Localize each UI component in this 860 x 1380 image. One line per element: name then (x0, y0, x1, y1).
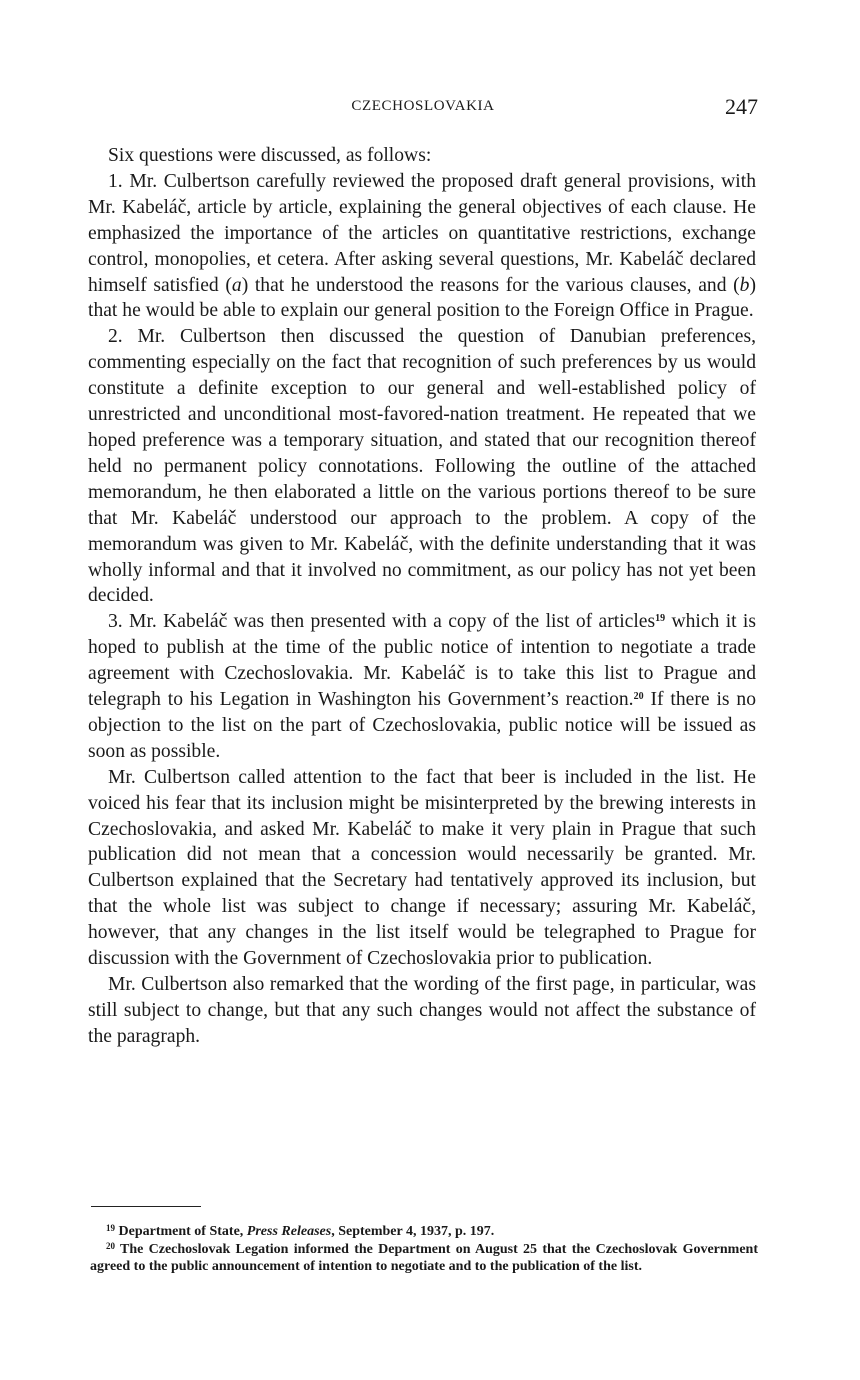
paragraph-3 (88, 609, 756, 764)
paragraph-5: Mr. Culbertson also remarked that the wording of the first page, in particular, was still subject to change, but that any such changes would not affect the substance of the paragraph. (88, 974, 756, 1047)
footnote-divider (91, 1206, 201, 1207)
clause-label-a: a (231, 274, 242, 296)
paragraph-3-text-end: If there is no objection to the list on the part of Czechoslovakia, public notice will be issued as soon as possible. (88, 689, 757, 762)
paragraph-1-text-end: ) that he would be able to explain our general position to the Foreign Office in Prague. (88, 274, 756, 322)
footnote-ref-20: 20 (633, 691, 644, 703)
paragraph-1-text-cont: ) that he understood the reasons for the various clauses, and ( (241, 274, 740, 296)
running-title: CZECHOSLOVAKIA (351, 98, 495, 114)
footnote-ref-19: 19 (655, 613, 666, 625)
body-text (88, 143, 756, 1050)
footnote-19-text: Department of State, (115, 1224, 247, 1239)
footnote-20-text: The Czechoslovak Legation informed the Department on August 25 that the Czechoslovak Government agreed to the public announcement of intention to negotiate and to the publication of the list. (90, 1241, 758, 1274)
paragraph-3-text: 3. Mr. Kabeláč was then presented with a copy of the list of articles (108, 611, 656, 633)
footnote-20 (90, 1241, 758, 1276)
footnote-19-title: Press Releases (246, 1224, 332, 1239)
footnotes (90, 1223, 758, 1276)
paragraph-2: 2. Mr. Culbertson then discussed the question of Danubian preferences, commenting especially on the fact that recognition of such preferences by us would constitute a definite exception to our general and well-established policy of unrestricted and unconditional most-favored-nation treatment. He repeated that we hoped preference was a temporary situation, and stated that our recognition thereof held no permanent policy connotations. Following the outline of the attached memorandum, he then elaborated a little on the various portions thereof to be sure that Mr. Kabeláč understood our approach to the problem. A copy of the memorandum was given to Mr. Kabeláč, with the definite understanding that it was wholly informal and that it involved no commitment, as our policy has not yet been decided. (88, 326, 756, 607)
footnote-mark-19: 19 (106, 1223, 115, 1233)
paragraph-4: Mr. Culbertson called attention to the fact that beer is included in the list. He voiced his fear that its inclusion might be misinterpreted by the brewing interests in Czechoslovakia, and asked Mr. Kabeláč to make it very plain in Prague that such publication did not mean that a concession would necessarily be granted. Mr. Culbertson explained that the Secretary had tentatively approved its inclusion, but that the whole list was subject to change if necessary; assuring Mr. Kabeláč, however, that any changes in the list itself would be telegraphed to Prague for discussion with the Government of Czechoslovakia prior to publication. (88, 766, 756, 970)
clause-label-b: b (739, 274, 750, 296)
footnote-19 (90, 1223, 758, 1241)
intro-paragraph: Six questions were discussed, as follows: (108, 145, 432, 166)
paragraph-1-text: 1. Mr. Culbertson carefully reviewed the proposed draft general provisions, with Mr. Kabeláč, article by article, explaining the general objectives of each clause. He emphasized the importance of the articles on quantitative restrictions, exchange control, monopolies, et cetera. After asking several questions, Mr. Kabeláč declared himself satisfied ( (88, 170, 756, 296)
footnote-19-text-end: , September 4, 1937, p. 197. (331, 1224, 495, 1239)
running-header (88, 94, 758, 124)
page-number: 247 (725, 94, 758, 119)
paragraph-1 (88, 169, 756, 324)
footnote-mark-20: 20 (106, 1240, 115, 1251)
paragraph-3-text-cont: which it is hoped to publish at the time of the public notice of intention to negotiate a trade agreement with Czechoslovakia. Mr. Kabeláč is to take this list to Prague and telegraph to his Legation in Washington his Government’s reaction. (88, 611, 756, 711)
